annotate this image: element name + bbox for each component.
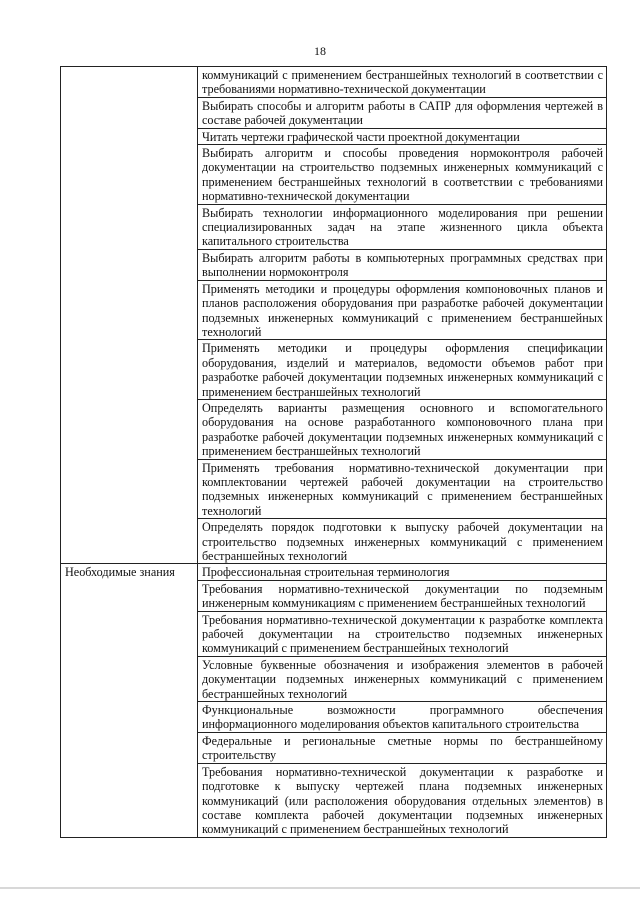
skill-item: Читать чертежи графической части проектной документации (198, 128, 607, 144)
skill-item: Выбирать способы и алгоритм работы в САПР для оформления чертежей в составе рабочей документации (198, 97, 607, 128)
table-row (61, 67, 607, 98)
table-row (61, 564, 607, 580)
skills-label-cell (61, 67, 198, 564)
skill-item: Применять требования нормативно-технической документации при комплектовании чертежей рабочей документации на строительство подземных инженерных коммуникаций с применением бестраншейных технологий (198, 459, 607, 519)
knowledge-item: Условные буквенные обозначения и изображения элементов в рабочей документации подземных инженерных коммуникаций с применением бестраншейных технологий (198, 656, 607, 701)
requirements-table (60, 66, 607, 838)
skill-item: Выбирать алгоритм работы в компьютерных программных средствах при выполнении нормоконтроля (198, 249, 607, 280)
skill-item: Выбирать алгоритм и способы проведения нормоконтроля рабочей документации на строительство подземных инженерных коммуникаций с применением бестраншейных технологий в соответствии с требованиями нормативно-технической документации (198, 145, 607, 205)
skill-item: Определять варианты размещения основного и вспомогательного оборудования на основе разработанного компоновочного плана при разработке рабочей документации подземных инженерных коммуникаций с применением бестраншейных технологий (198, 399, 607, 459)
knowledge-item: Требования нормативно-технической документации по подземным инженерным коммуникациям с применением бестраншейных технологий (198, 580, 607, 611)
knowledge-label: Необходимые знания (61, 564, 198, 837)
knowledge-item: Федеральные и региональные сметные нормы по бестраншейному строительству (198, 732, 607, 763)
skill-item: Определять порядок подготовки к выпуску рабочей документации на строительство подземных инженерных коммуникаций с применением бестраншейных технологий (198, 519, 607, 564)
scan-edge-line (0, 887, 640, 889)
knowledge-item: Функциональные возможности программного обеспечения информационного моделирования объектов капитального строительства (198, 702, 607, 733)
knowledge-item: Требования нормативно-технической документации к разработке комплекта рабочей документации на строительство подземных инженерных коммуникаций с применением бестраншейных технологий (198, 611, 607, 656)
skill-item: Выбирать технологии информационного моделирования при решении специализированных задач на этапе жизненного цикла объекта капитального строительства (198, 204, 607, 249)
skill-item: Применять методики и процедуры оформления компоновочных планов и планов расположения оборудования при разработке рабочей документации подземных инженерных коммуникаций с применением бестраншейных технологий (198, 280, 607, 340)
skill-item: Применять методики и процедуры оформления спецификации оборудования, изделий и материалов, ведомости объемов работ при разработке рабочей документации подземных инженерных коммуникаций с применением бестраншейных технологий (198, 340, 607, 400)
page-number: 18 (314, 44, 326, 58)
skill-item: коммуникаций с применением бестраншейных технологий в соответствии с требованиями нормативно-технической документации (198, 67, 607, 98)
knowledge-item: Требования нормативно-технической документации к разработке и подготовке к выпуску чертежей плана подземных инженерных коммуникаций (или расположения оборудования отдельных элементов) в составе комплекта рабочей документации подземных инженерных коммуникаций с применением бестраншейных технологий (198, 763, 607, 837)
knowledge-item: Профессиональная строительная терминология (198, 564, 607, 580)
